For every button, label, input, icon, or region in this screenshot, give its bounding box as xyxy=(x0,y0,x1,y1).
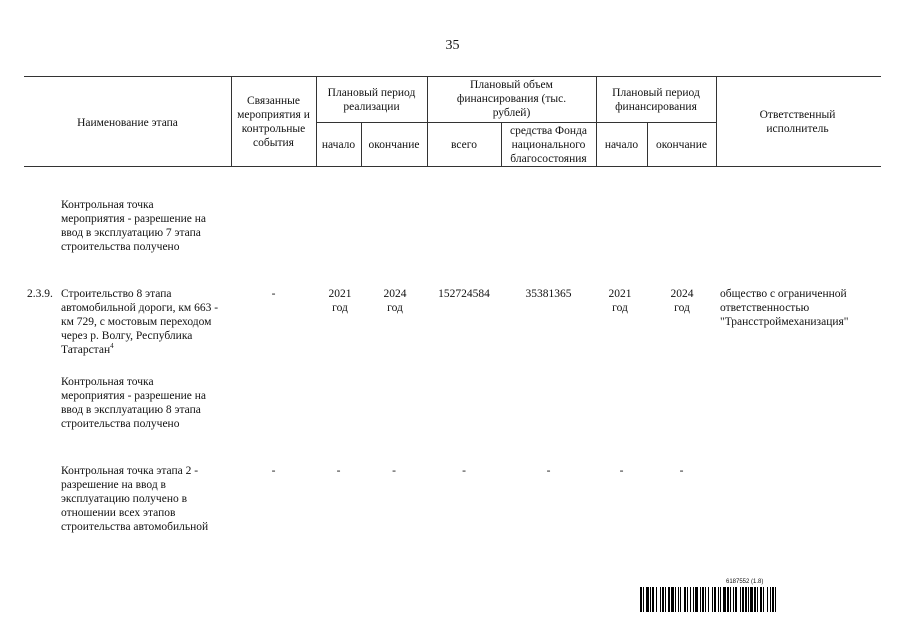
row-2-fin-start: 2021 год xyxy=(608,288,632,314)
barcode xyxy=(640,587,856,612)
footnote-marker: 4 xyxy=(110,342,114,351)
row-2-number: 2.3.9. xyxy=(27,288,53,300)
row-2-executor: общество с ограниченной ответственностью "Трансстроймеханизация" xyxy=(720,288,849,328)
header-plan-period-impl: Плановый период реализации xyxy=(327,87,416,113)
row-2-end: 2024 год xyxy=(383,288,407,314)
row-2-fund: 35381365 xyxy=(525,288,572,300)
header-executor: Ответственный исполнитель xyxy=(759,109,836,135)
page-number: 35 xyxy=(445,38,460,53)
header-total: всего xyxy=(451,139,477,151)
col-divider xyxy=(427,76,428,166)
row-2-fin-end: 2024 год xyxy=(670,288,694,314)
row-4-total: - xyxy=(462,465,466,477)
header-fund: средства Фонда национального благосостояния xyxy=(510,125,587,165)
header-plan-period-fin: Плановый период финансирования xyxy=(612,87,700,113)
row-4-end: - xyxy=(392,465,396,477)
row-2-total: 152724584 xyxy=(438,288,490,300)
row-2-related: - xyxy=(271,288,276,300)
row-4-start: - xyxy=(336,465,341,477)
row-4-fin-start: - xyxy=(619,465,624,477)
row-2-start: 2021 год xyxy=(328,288,352,314)
header-top-rule xyxy=(24,76,881,77)
col-divider xyxy=(716,76,717,166)
row-4-fin-end: - xyxy=(679,465,684,477)
header-related-events: Связанные мероприятия и контрольные события xyxy=(237,95,310,149)
header-start: начало xyxy=(321,139,356,151)
row-2-name-text: Строительство 8 этапа автомобильной дороги, км 663 - км 729, с мостовым переходом через р. Волгу, Республика Татарстан xyxy=(61,288,219,356)
barcode-label: 6187552 (1.8) xyxy=(726,579,764,585)
row-2-name xyxy=(61,287,231,357)
row-3-name: Контрольная точка мероприятия - разрешение на ввод в эксплуатацию 8 этапа строительства получено xyxy=(61,376,207,430)
header-bottom-rule xyxy=(24,166,881,167)
row-4-name: Контрольная точка этапа 2 - разрешение на ввод в эксплуатацию получено в отношении всех этапов строительства автомобильной xyxy=(61,465,209,533)
header-end: окончание xyxy=(368,139,420,151)
subheader-rule xyxy=(316,122,716,123)
header-fin-end: окончание xyxy=(656,139,707,151)
row-4-related: - xyxy=(271,465,276,477)
row-1-name: Контрольная точка мероприятия - разрешение на ввод в эксплуатацию 7 этапа строительства получено xyxy=(61,199,207,253)
header-fin-start: начало xyxy=(604,139,639,151)
row-4-fund: - xyxy=(546,465,551,477)
header-plan-volume: Плановый объем финансирования (тыс. рублей) xyxy=(456,79,567,119)
header-stage-name: Наименование этапа xyxy=(77,117,178,129)
